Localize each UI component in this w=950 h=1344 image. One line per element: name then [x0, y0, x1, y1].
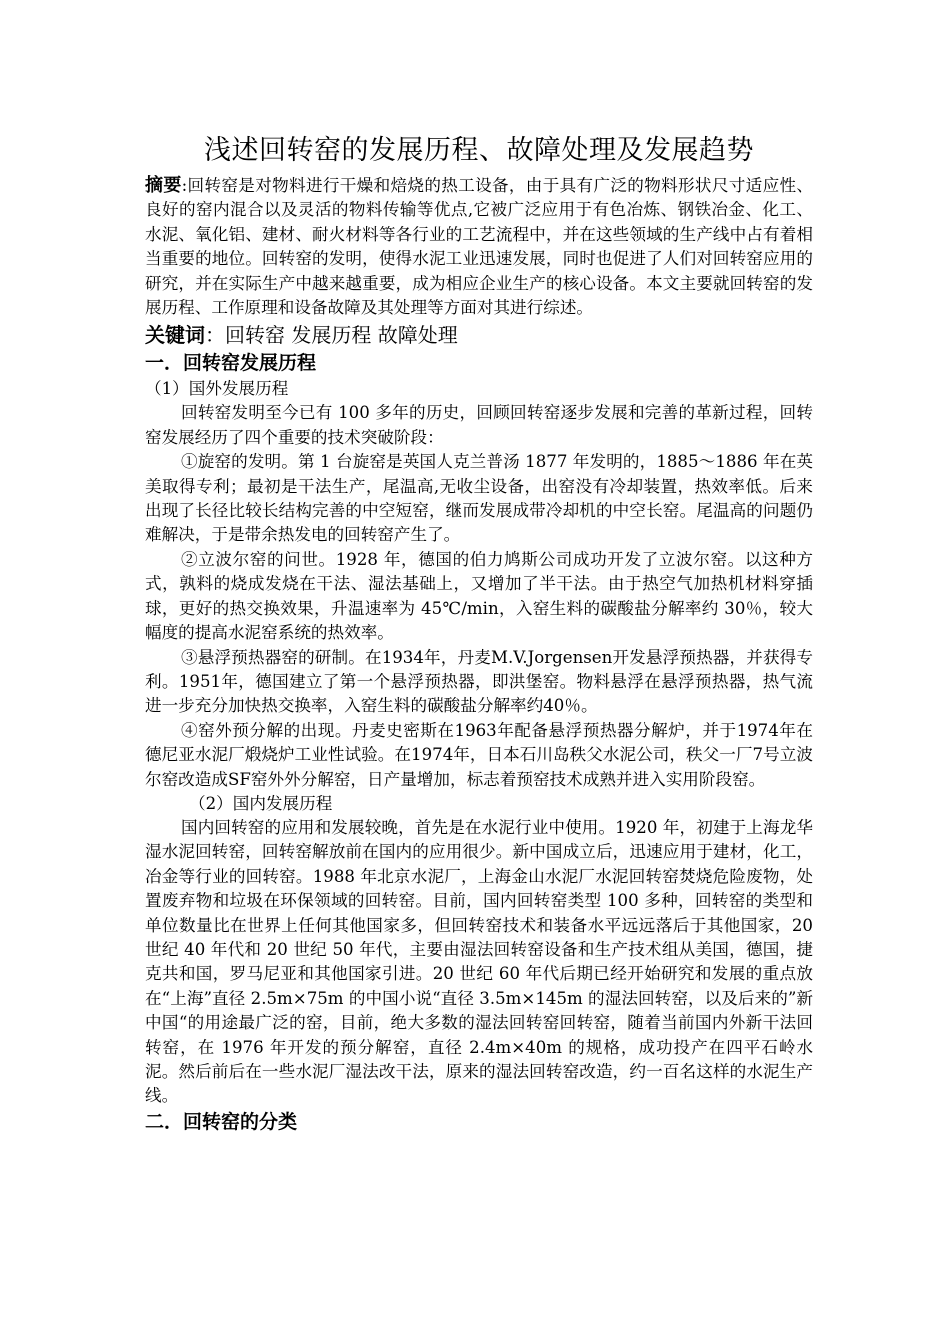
keywords-line [145, 320, 813, 350]
abstract-text: :回转窑是对物料进行干燥和焙烧的热工设备，由于具有广泛的物料形状尺寸适应性、良好的窑内混合以及灵活的物料传输等优点,它被广泛应用于有色冶炼、钢铁冶金、化工、水泥、氧化铝、建材、耐火材料等各行业的工艺流程中，并在这些领域的生产线中占有着相当重要的地位。回转窑的发明，使得水泥工业迅速发展，同时也促进了人们对回转窑应用的研究，并在实际生产中越来越重要，成为相应企业生产的核心设备。本文主要就回转窑的发展历程、工作原理和设备故障及其处理等方面对其进行综述。 [145, 176, 813, 318]
section-heading-history: 一．回转窑发展历程 [145, 352, 317, 375]
abstract-label: 摘要 [145, 175, 182, 196]
subsection-heading-foreign: （1）国外发展历程 [145, 379, 289, 399]
paragraph-domestic-history: 国内回转窑的应用和发展较晚，首先是在水泥行业中使用。1920 年，初建于上海龙华湿水泥回转窑，回转窑解放前在国内的应用很少。新中国成立后，迅速应用于建材，化工，冶金等行业的回转窑。1988 年北京水泥厂，上海金山水泥厂水泥回转窑焚烧危险废物，处置废弃物和垃圾在环保领域的回转窑。目前，国内回转窑类型 100 多种，回转窑的类型和单位数量比在世界上任何其他国家多，但回转窑技术和装备水平远远落后于其他国家，20 世纪 40 年代和 20 世纪 50 年代，主要由湿法回转窑设备和生产技术组从美国，德国，捷克共和国，罗马尼亚和其他国家引进。20 世纪 60 年代后期已经开始研究和发展的重点放在“上海”直径 2.5m×75m 的中国小说“直径 3.5m×145m 的湿法回转窑，以及后来的”新中国“的用途最广泛的窑，目前，绝大多数的湿法回转窑回转窑，随着当前国内外新干法回转窑，在 1976 年开发的预分解窑，直径 2.4m×40m 的规格，成功投产在四平石岭水泥。然后前后在一些水泥厂湿法改干法，原来的湿法回转窑改造，约一百名这样的水泥生产线。 [145, 817, 813, 1106]
document-title: 浅述回转窑的发展历程、故障处理及发展趋势 [204, 135, 754, 166]
abstract-paragraph [145, 174, 813, 320]
keywords-text: ：回转窑 发展历程 故障处理 [205, 323, 458, 348]
paragraph-intro: 回转窑发明至今已有 100 多年的历史，回顾回转窑逐步发展和完善的革新过程，回转窑发展经历了四个重要的技术突破阶段： [145, 403, 813, 447]
section-heading-classification: 二．回转窑的分类 [145, 1110, 298, 1133]
paragraph-rotary-kiln-invention: ①旋窑的发明。第 1 台旋窑是英国人克兰普汤 1877 年发明的，1885～1886 年在英美取得专利；最初是干法生产，尾温高,无收尘设备，出窑没有冷却装置，热效率低。后来出现了长径比较长结构完善的中空短窑，继而发展成带冷却机的中空长窑。尾温高的问题仍难解决，于是带余热发电的回转窑产生了。 [145, 452, 813, 545]
subsection-heading-domestic: （2）国内发展历程 [189, 793, 333, 813]
paragraph-suspension-preheater: ③悬浮预热器窑的研制。在1934年，丹麦M.V.Jorgensen开发悬浮预热器，并获得专利。1951年，德国建立了第一个悬浮预热器，即洪堡窑。物料悬浮在悬浮预热器，热气流进一步充分加快热交换率，入窑生料的碳酸盐分解率约40％。 [145, 647, 813, 716]
keywords-label: 关键词 [145, 323, 205, 348]
document-body [145, 132, 813, 1136]
paragraph-lepol-kiln: ②立波尔窑的问世。1928 年，德国的伯力鸠斯公司成功开发了立波尔窑。以这种方式，孰料的烧成发烧在干法、湿法基础上，又增加了半干法。由于热空气加热机材料穿插球，更好的热交换效果，升温速率为 45℃/min，入窑生料的碳酸盐分解率约 30％，较大幅度的提高水泥窑系统的热效率。 [145, 549, 813, 643]
paragraph-precalciner: ④窑外预分解的出现。丹麦史密斯在1963年配备悬浮预热器分解炉，并于1974年在德尼亚水泥厂煅烧炉工业性试验。在1974年，日本石川岛秩父水泥公司，秩父一厂7号立波尔窑改造成SF窑外外分解窑，日产量增加，标志着预窑技术成熟并进入实用阶段窑。 [145, 720, 813, 789]
